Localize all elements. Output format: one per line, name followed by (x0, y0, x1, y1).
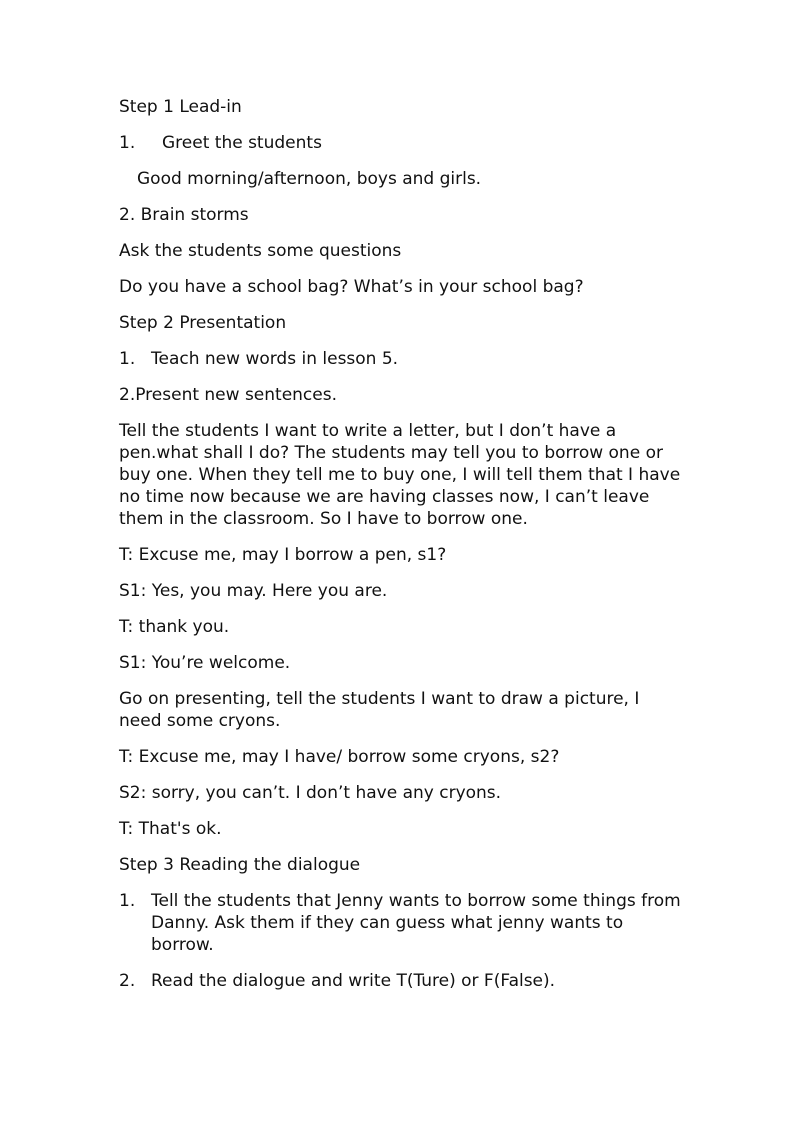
numbered-item (119, 970, 684, 992)
numbered-item (119, 890, 684, 956)
document-body (119, 96, 684, 1006)
item-text: Read the dialogue and write T(Ture) or F(False). (151, 971, 556, 991)
item-text: Tell the students that Jenny wants to borrow some things from Danny. Ask them if they can guess what jenny wants to borrow. (151, 891, 681, 955)
paragraph: T: thank you. (119, 617, 230, 637)
paragraph: S1: You’re welcome. (119, 653, 291, 673)
item-text: Greet the students (162, 133, 322, 153)
paragraph: Step 1 Lead-in (119, 97, 242, 117)
paragraph: Step 2 Presentation (119, 313, 287, 333)
paragraph: T: Excuse me, may I borrow a pen, s1? (119, 545, 447, 565)
paragraph: S2: sorry, you can’t. I don’t have any cryons. (119, 783, 502, 803)
paragraph: Do you have a school bag? What’s in your school bag? (119, 277, 584, 297)
item-number: 2. (119, 971, 136, 991)
paragraph: 2.Present new sentences. (119, 385, 338, 405)
paragraph: S1: Yes, you may. Here you are. (119, 581, 388, 601)
paragraph: T: Excuse me, may I have/ borrow some cryons, s2? (119, 747, 560, 767)
numbered-item (119, 348, 684, 370)
item-number: 1. (119, 349, 136, 369)
paragraph: Ask the students some questions (119, 241, 402, 261)
item-number: 1. (119, 891, 136, 911)
paragraph: Good morning/afternoon, boys and girls. (137, 169, 482, 189)
paragraph: 2. Brain storms (119, 205, 249, 225)
paragraph: Tell the students I want to write a letter, but I don’t have a pen.what shall I do? The students may tell you to borrow one or buy one. When they tell me to buy one, I will tell them that I have no time now because we are having classes now, I can’t leave them in the classroom. So I have to borrow one. (119, 421, 681, 529)
item-number: 1. (119, 133, 136, 153)
paragraph: T: That's ok. (119, 819, 222, 839)
paragraph: Go on presenting, tell the students I want to draw a picture, I need some cryons. (119, 689, 640, 731)
item-text: Teach new words in lesson 5. (151, 349, 399, 369)
numbered-item (119, 132, 684, 154)
paragraph: Step 3 Reading the dialogue (119, 855, 361, 875)
